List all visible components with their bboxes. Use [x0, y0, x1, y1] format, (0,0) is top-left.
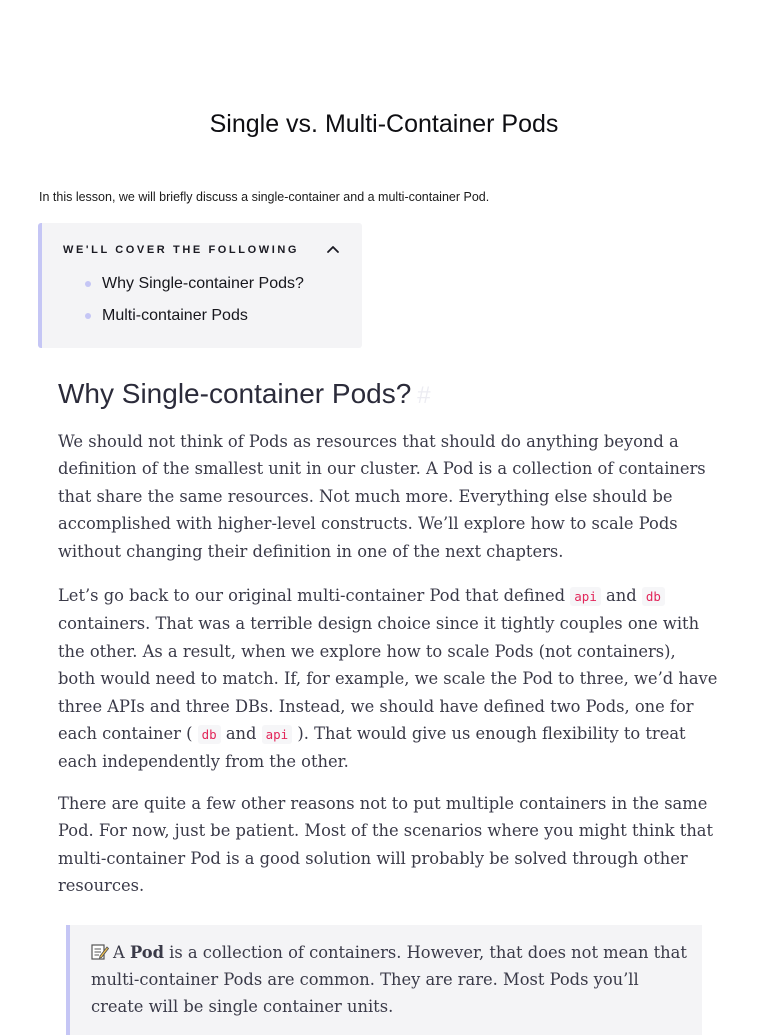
inline-code-api: api [262, 725, 293, 744]
toc-header[interactable]: WE'LL COVER THE FOLLOWING [63, 244, 300, 256]
memo-icon [91, 943, 109, 960]
paragraph-2-text: Let’s go back to our original multi-container Pod that defined [58, 586, 571, 605]
inline-code-api: api [570, 587, 601, 606]
toc-list [102, 273, 304, 337]
note-lead: A [113, 943, 130, 962]
toc-item-label: Why Single-container Pods? [102, 275, 304, 292]
chevron-up-icon[interactable] [325, 241, 341, 257]
paragraph-2-text: and [600, 586, 642, 605]
inline-code-db: db [642, 587, 665, 606]
paragraph-2-text: containers. That was a terrible design choice since it tightly couples one with the other. As a result, when we explore how to scale Pods (not containers), both would need to match. If, for example, we scale the Pod to three, we’d have three APIs and three DBs. Instead, we should have defined two Pods, one for each container ( [58, 614, 718, 744]
lesson-intro: In this lesson, we will briefly discuss a single-container and a multi-container Pod. [39, 190, 490, 204]
heading-anchor-link[interactable]: # [417, 382, 431, 409]
paragraph-2 [58, 582, 718, 776]
toc-item-label: Multi-container Pods [102, 307, 248, 324]
section-heading [58, 378, 431, 410]
paragraph-2-text: ). That would give us enough flexibility to treat each independently from the other. [58, 724, 686, 772]
toc-item-multi-container[interactable] [102, 305, 304, 337]
inline-code-db: db [198, 725, 221, 744]
section-heading-text: Why Single-container Pods? [58, 378, 412, 409]
paragraph-2-text: and [220, 724, 262, 744]
page-title: Single vs. Multi-Container Pods [209, 110, 559, 138]
note-callout [66, 925, 702, 1035]
note-text [91, 939, 691, 1020]
table-of-contents [38, 223, 362, 348]
paragraph-1: We should not think of Pods as resources that should do anything beyond a definition of the smallest unit in our cluster. A Pod is a collection of containers that share the same resources. Not much more. Everything else should be accomplished with higher-level constructs. We’ll explore how to scale Pods without changing their definition in one of the next chapters. [58, 432, 706, 561]
bullet-icon [85, 281, 91, 287]
bullet-icon [85, 313, 91, 319]
note-rest: is a collection of containers. However, that does not mean that multi-container Pods are common. They are rare. Most Pods you’ll create will be single container units. [91, 943, 687, 1016]
note-bold-term: Pod [129, 943, 164, 962]
paragraph-3: There are quite a few other reasons not to put multiple containers in the same Pod. For now, just be patient. Most of the scenarios where you might think that multi-container Pod is a good solution will probably be solved through other resources. [58, 794, 714, 896]
toc-item-why-single-container[interactable] [102, 273, 304, 305]
